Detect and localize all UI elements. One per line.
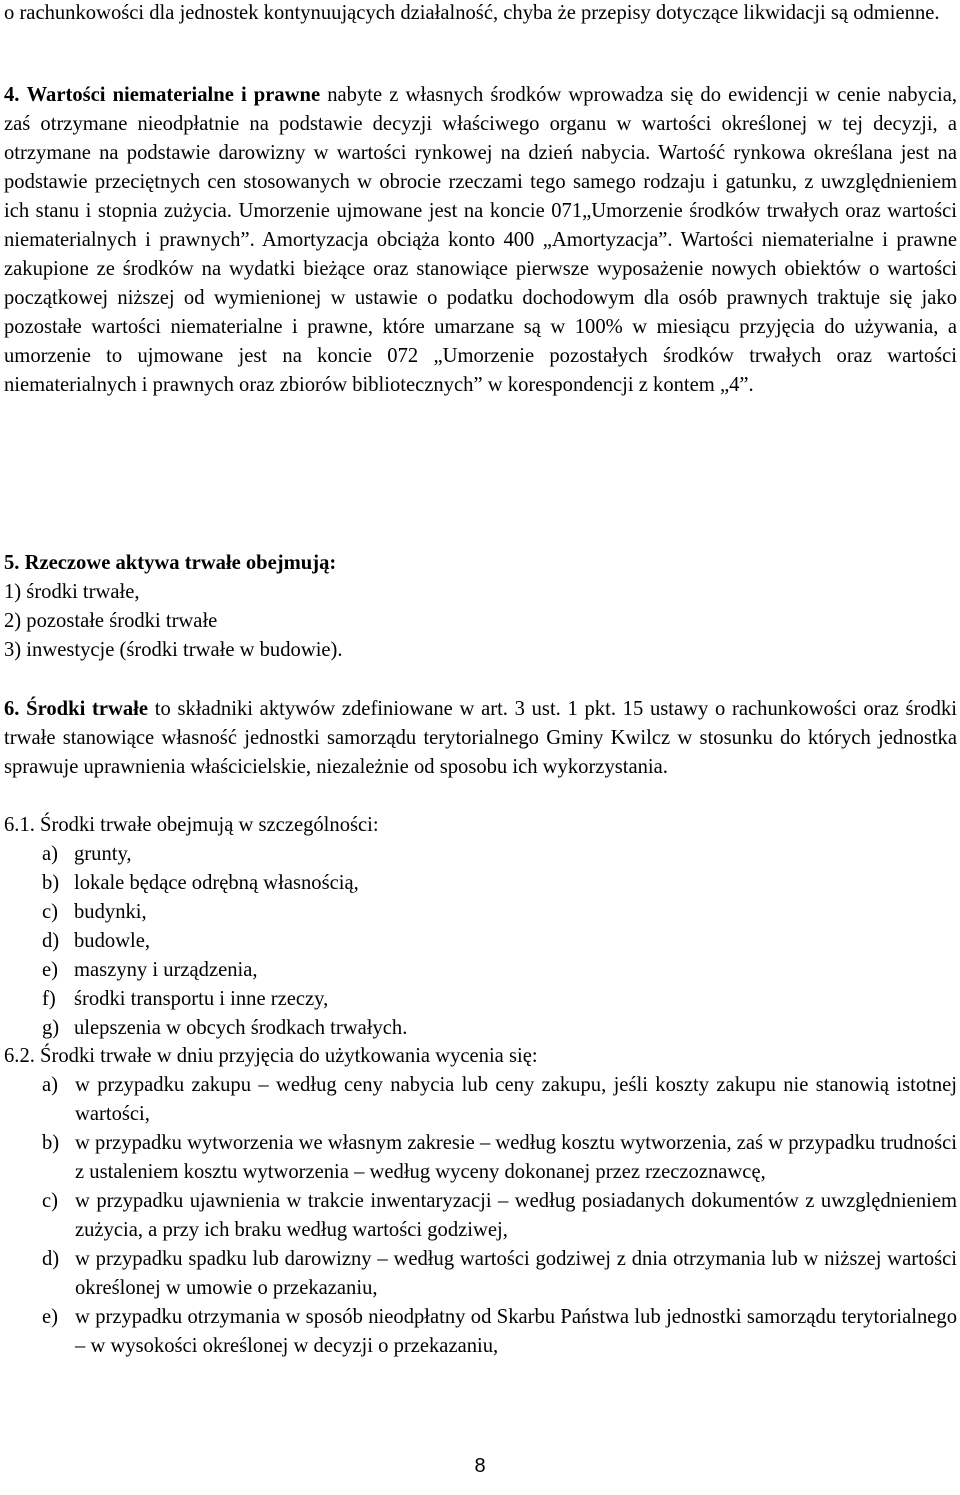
list-item bbox=[0, 1014, 407, 1043]
list-marker: a) bbox=[42, 843, 58, 865]
list-item bbox=[0, 1303, 957, 1361]
list-item-text: lokale będące odrębną własnością, bbox=[74, 872, 359, 894]
list-item-text: budynki, bbox=[74, 901, 147, 923]
intro-paragraph: o rachunkowości dla jednostek kontynuujących działalność, chyba że przepisy dotyczące likwidacji są odmienne. bbox=[4, 2, 940, 24]
list-item-text: w przypadku zakupu – według ceny nabycia lub ceny zakupu, jeśli koszty zakupu nie stanowią istotnej wartości, bbox=[75, 1074, 957, 1125]
section-4-bold-term: Wartości niematerialne i prawne bbox=[26, 84, 321, 106]
section-6-text: to składniki aktywów zdefiniowane w art. 3 ust. 1 pkt. 15 ustawy o rachunkowości oraz środki trwałe stanowiące własność jednostki samorządu terytorialnego Gminy Kwilcz w stosunku do których jednostka sprawuje uprawnienia właścicielskie, niezależnie od sposobu ich wykorzystania. bbox=[4, 698, 958, 778]
list-item bbox=[0, 956, 407, 985]
list-marker: g) bbox=[42, 1017, 60, 1039]
list-marker: d) bbox=[42, 1248, 60, 1270]
list-marker: c) bbox=[42, 901, 58, 923]
list-item: 1) środki trwałe, bbox=[4, 581, 140, 603]
section-6-1-list bbox=[0, 840, 407, 1043]
list-marker: d) bbox=[42, 930, 60, 952]
list-item bbox=[0, 985, 407, 1014]
list-item bbox=[0, 898, 407, 927]
list-item bbox=[0, 840, 407, 869]
list-item: 3) inwestycje (środki trwałe w budowie). bbox=[4, 639, 343, 661]
section-4-text: nabyte z własnych środków wprowadza się do ewidencji w cenie nabycia, zaś otrzymane nieodpłatnie na podstawie decyzji właściwego organu w wartości określonej w tej decyzji, a otrzymane na podstawie darowizny w wartości rynkowej na dzień nabycia. Wartość rynkowa określana jest na podstawie przeciętnych cen stosowanych w obrocie rzeczami tego samego rodzaju i gatunku, z uwzględnieniem ich stanu i stopnia zużycia. Umorzenie ujmowane jest na koncie 071„Umorzenie środków trwałych oraz wartości niematerialnych i prawnych”. Amortyzacja obciąża konto 400 „Amortyzacja”. Wartości niematerialne i prawne zakupione ze środków na wydatki bieżące oraz stanowiące pierwsze wyposażenie nowych obiektów o wartości początkowej niższej od wymienionej w ustawie o podatku dochodowym dla osób prawnych traktuje się jako pozostałe wartości niematerialne i prawne, które umarzane są w 100% w miesiącu przyjęcia do używania, a umorzenie to ujmowane jest na koncie 072 „Umorzenie pozostałych środków trwałych oraz wartości niematerialnych i prawnych oraz zbiorów bibliotecznych” w korespondencji z kontem „4”. bbox=[4, 84, 957, 396]
list-item-text: w przypadku spadku lub darowizny – według wartości godziwej z dnia otrzymania lub w niższej wartości określonej w umowie o przekazaniu, bbox=[75, 1248, 957, 1299]
list-item-text: maszyny i urządzenia, bbox=[74, 959, 258, 981]
list-item-text: grunty, bbox=[74, 843, 132, 865]
list-item-text: ulepszenia w obcych środkach trwałych. bbox=[74, 1017, 408, 1039]
list-item-text: w przypadku otrzymania w sposób nieodpłatny od Skarbu Państwa lub jednostki samorządu terytorialnego – w wysokości określonej w decyzji o przekazaniu, bbox=[75, 1306, 957, 1357]
list-marker: b) bbox=[42, 1132, 60, 1154]
section-6-bold-term: Środki trwałe bbox=[26, 698, 149, 720]
section-6-paragraph bbox=[4, 695, 957, 782]
list-marker: a) bbox=[42, 1074, 58, 1096]
list-item bbox=[0, 869, 407, 898]
section-6-2-list bbox=[0, 1071, 957, 1361]
page-number: 8 bbox=[474, 1455, 486, 1477]
list-marker: f) bbox=[42, 988, 56, 1010]
list-marker: e) bbox=[42, 1306, 58, 1328]
list-item bbox=[0, 927, 407, 956]
list-item-text: w przypadku wytworzenia we własnym zakresie – według kosztu wytworzenia, zaś w przypadku trudności z ustaleniem kosztu wytworzenia – według wyceny dokonanej przez rzeczoznawcę, bbox=[75, 1132, 957, 1183]
section-5-list bbox=[4, 578, 343, 665]
list-item-text: budowle, bbox=[74, 930, 151, 952]
section-6-1-heading: 6.1. Środki trwałe obejmują w szczególności: bbox=[4, 814, 379, 836]
list-marker: b) bbox=[42, 872, 60, 894]
section-6-number: 6. bbox=[4, 698, 20, 720]
list-item-text: w przypadku ujawnienia w trakcie inwentaryzacji – według posiadanych dokumentów z uwzględnieniem zużycia, a przy ich braku według wartości godziwej, bbox=[75, 1190, 957, 1241]
list-marker: e) bbox=[42, 959, 58, 981]
list-item bbox=[0, 1071, 957, 1129]
section-6-2-heading: 6.2. Środki trwałe w dniu przyjęcia do użytkowania wycenia się: bbox=[4, 1045, 538, 1067]
list-item bbox=[0, 1245, 957, 1303]
section-5-heading: 5. Rzeczowe aktywa trwałe obejmują: bbox=[4, 552, 337, 574]
list-item bbox=[0, 1129, 957, 1187]
section-4-paragraph bbox=[4, 81, 957, 400]
list-item bbox=[0, 1187, 957, 1245]
section-4-number: 4. bbox=[4, 84, 20, 106]
list-marker: c) bbox=[42, 1190, 58, 1212]
list-item: 2) pozostałe środki trwałe bbox=[4, 610, 218, 632]
list-item-text: środki transportu i inne rzeczy, bbox=[74, 988, 329, 1010]
